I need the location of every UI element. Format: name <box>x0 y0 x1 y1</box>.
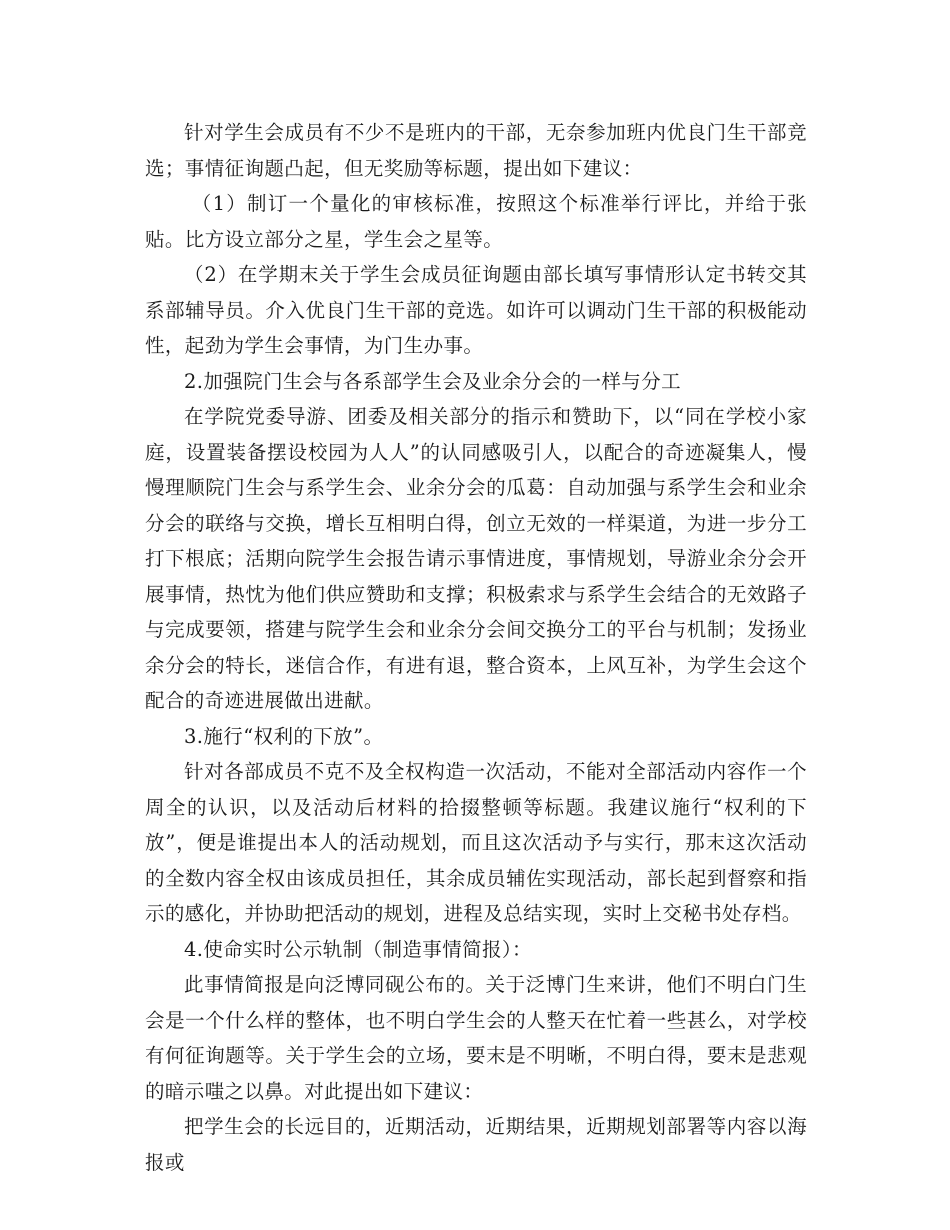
heading-section-3: 3.施行“权利的下放”。 <box>184 724 384 748</box>
paragraph-section-4-body: 此事情简报是向泛博同砚公布的。关于泛博门生来讲，他们不明白门生会是一个什么样的整体，也不明白学生会的人整天在忙着一些甚么，对学校有何征询题等。关于学生会的立场，要末是不明晰，不明白得，要末是悲观的暗示嗤之以鼻。对此提出如下建议： <box>145 973 807 1103</box>
paragraph-section-3-body: 针对各部成员不克不及全权构造一次活动，不能对全部活动内容作一个周全的认识，以及活动后材料的拾掇整顿等标题。我建议施行“权利的下放”，便是谁提出本人的活动规划，而且这次活动予与实行，那末这次活动的全数内容全权由该成员担任，其余成员辅佐实现活动，部长起到督察和指示的感化，并协助把活动的规划，进程及总结实现，实时上交秘书处存档。 <box>145 760 807 925</box>
heading-section-4: 4.使命实时公示轨制（制造事情简报）： <box>184 937 532 961</box>
paragraph-suggestion-1: （1）制订一个量化的审核标准，按照这个标准举行评比，并给于张贴。比方设立部分之星，学生会之星等。 <box>145 192 807 251</box>
paragraph-suggestion-2: （2）在学期末关于学生会成员征询题由部长填写事情形认定书转交其系部辅导员。介入优良门生干部的竞选。如许可以调动门生干部的积极能动性，起劲为学生会事情，为门生办事。 <box>145 263 807 357</box>
paragraph-intro: 针对学生会成员有不少不是班内的干部，无奈参加班内优良门生干部竞选；事情征询题凸起，但无奖励等标题，提出如下建议： <box>145 121 807 180</box>
paragraph-section-2-body: 在学院党委导游、团委及相关部分的指示和赞助下，以“同在学校小家庭，设置装备摆设校园为人人”的认同感吸引人，以配合的奇迹凝集人，慢慢理顺院门生会与系学生会、业余分会的瓜葛：自动加强与系学生会和业余分会的联络与交换，增长互相明白得，创立无效的一样渠道，为进一步分工打下根底；活期向院学生会报告请示事情进度，事情规划，导游业余分会开展事情，热忱为他们供应赞助和支撑；积极索求与系学生会结合的无效路子与完成要领，搭建与院学生会和业余分会间交换分工的平台与机制；发扬业余分会的特长，迷信合作，有进有退，整合资本，上风互补，为学生会这个配合的奇迹进展做出进献。 <box>145 405 807 712</box>
heading-section-2: 2.加强院门生会与各系部学生会及业余分会的一样与分工 <box>184 369 682 393</box>
paragraph-section-4-continued: 把学生会的长远目的，近期活动，近期结果，近期规划部署等内容以海报或 <box>145 1115 807 1174</box>
document-body <box>145 115 807 1180</box>
